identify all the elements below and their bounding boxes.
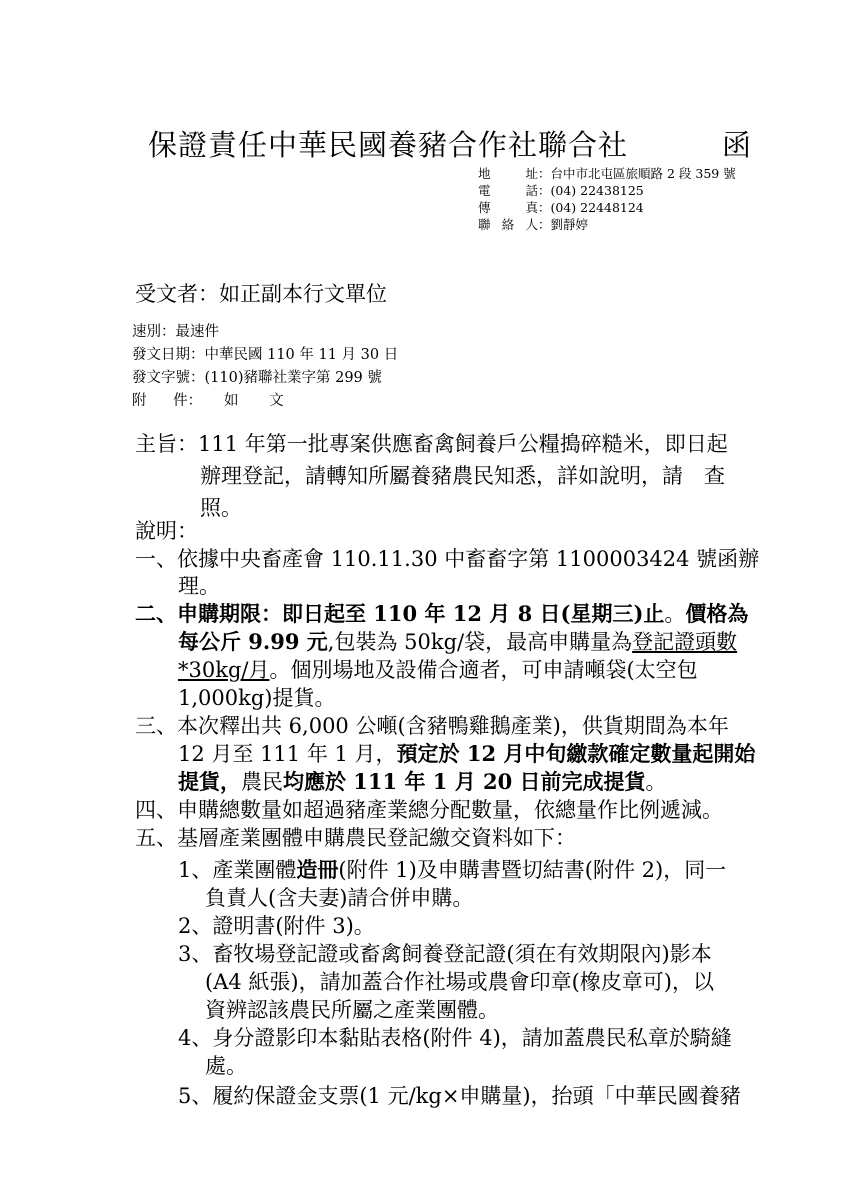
- address-line: [478, 164, 736, 182]
- document-type: 函: [722, 128, 752, 162]
- issue-date: 發文日期：中華民國 110 年 11 月 30 日: [132, 347, 399, 363]
- sub-item-3-line-2: (A4 紙張)，請加蓋合作社場或農會印章(橡皮章可)，以: [205, 970, 714, 994]
- contact-label: 聯絡人: [478, 217, 538, 232]
- supply-period: 12 月至 111 年 1 月，: [178, 742, 397, 766]
- phone-value: ：(04) 22438125: [538, 183, 644, 198]
- sub-item-1-rest: (附件 1)及申購書暨切結書(附件 2)，同一: [338, 858, 727, 882]
- item-3-line-2: [178, 738, 755, 768]
- organization-name: 保證責任中華民國養豬合作社聯合社: [148, 128, 629, 162]
- document-number: 發文字號：(110)豬聯社業字第 299 號: [132, 370, 382, 386]
- sub-item-2: 2、證明書(附件 3)。: [178, 914, 375, 938]
- fax-value: ：(04) 22448124: [538, 200, 644, 215]
- phone-line: [478, 181, 644, 199]
- contact-line: [478, 215, 588, 233]
- speed: 速別：最速件: [132, 324, 219, 340]
- attachment-label: 附 件：: [132, 393, 203, 409]
- recipient: 受文者：如正副本行文單位: [135, 282, 387, 306]
- punct: 。: [664, 602, 686, 626]
- farmers: 農民: [241, 770, 283, 794]
- phone-label: 電 話: [478, 183, 538, 198]
- ton-bag-text: 。個別場地及設備合適者，可申請噸袋(太空包: [269, 658, 698, 682]
- purchase-period: 二、申購期限：即日起至 110 年 12 月 8 日(星期三)止: [135, 601, 665, 626]
- max-quantity-rate: *30kg/月: [178, 658, 270, 682]
- item-3-line-3: [178, 766, 667, 796]
- item-5: 五、基層產業團體申購農民登記繳交資料如下：: [135, 826, 576, 850]
- sub-item-4-line-2: 處。: [205, 1054, 247, 1078]
- subject-line-2: 辦理登記，請轉知所屬養豬農民知悉，詳如說明，請 查: [200, 464, 725, 488]
- roster: 造冊: [296, 857, 339, 882]
- pickup-label: 提貨，: [178, 769, 241, 794]
- attachment: [132, 389, 284, 410]
- sub-item-3-line-1: 3、畜牧場登記證或畜禽飼養登記證(須在有效期限內)影本: [178, 942, 712, 966]
- item-1-line-2: 理。: [178, 574, 220, 598]
- item-3-line-1: 三、本次釋出共 6,000 公噸(含豬鴨雞鵝產業)，供貨期間為本年: [135, 714, 729, 738]
- sub-item-5-line-1: 5、履約保證金支票(1 元/kg×申購量)，抬頭「中華民國養豬: [178, 1084, 741, 1108]
- package-text: ,包裝為 50kg/袋，最高申購量為: [327, 630, 633, 654]
- max-quantity: 登記證頭數: [632, 630, 738, 654]
- punct: 。: [645, 770, 667, 794]
- explain-heading: 說明：: [135, 519, 198, 543]
- address-value: ：台中市北屯區旅順路 2 段 359 號: [538, 166, 736, 181]
- sub-item-4-line-1: 4、身分證影印本黏貼表格(附件 4)，請加蓋農民私章於騎縫: [178, 1026, 732, 1050]
- sub-item-1-text: 1、產業團體: [178, 858, 297, 882]
- item-2-line-3: [178, 654, 698, 684]
- fax-line: [478, 198, 644, 216]
- price-value: 每公斤 9.99 元: [178, 629, 328, 654]
- sub-item-1-line-1: [178, 854, 726, 884]
- item-2-line-1: [135, 598, 748, 628]
- contact-value: ：劉靜婷: [538, 217, 589, 232]
- sub-item-1-line-2: 負責人(含夫妻)請合併申購。: [205, 886, 474, 910]
- item-1-line-1: 一、依據中央畜產會 110.11.30 中畜畜字第 1100003424 號函辦: [135, 547, 760, 571]
- price-label: 價格為: [685, 601, 749, 626]
- item-2-line-4: 1,000kg)提貨。: [178, 686, 336, 710]
- subject-line-3: 照。: [200, 496, 242, 520]
- subject-line-1: 主旨：111 年第一批專案供應畜禽飼養戶公糧搗碎糙米，即日起: [135, 432, 728, 456]
- attachment-value: 如 文: [224, 393, 284, 409]
- fax-label: 傳 真: [478, 200, 538, 215]
- item-2-line-2: [178, 626, 737, 656]
- address-label: 地 址: [478, 166, 538, 181]
- item-4: 四、申購總數量如超過豬產業總分配數量，依總量作比例遞減。: [135, 798, 723, 822]
- sub-item-3-line-3: 資辨認該農民所屬之產業團體。: [205, 998, 499, 1022]
- payment-start: 預定於 12 月中旬繳款確定數量起開始: [396, 741, 756, 766]
- pickup-deadline: 均應於 111 年 1 月 20 日前完成提貨: [283, 769, 646, 794]
